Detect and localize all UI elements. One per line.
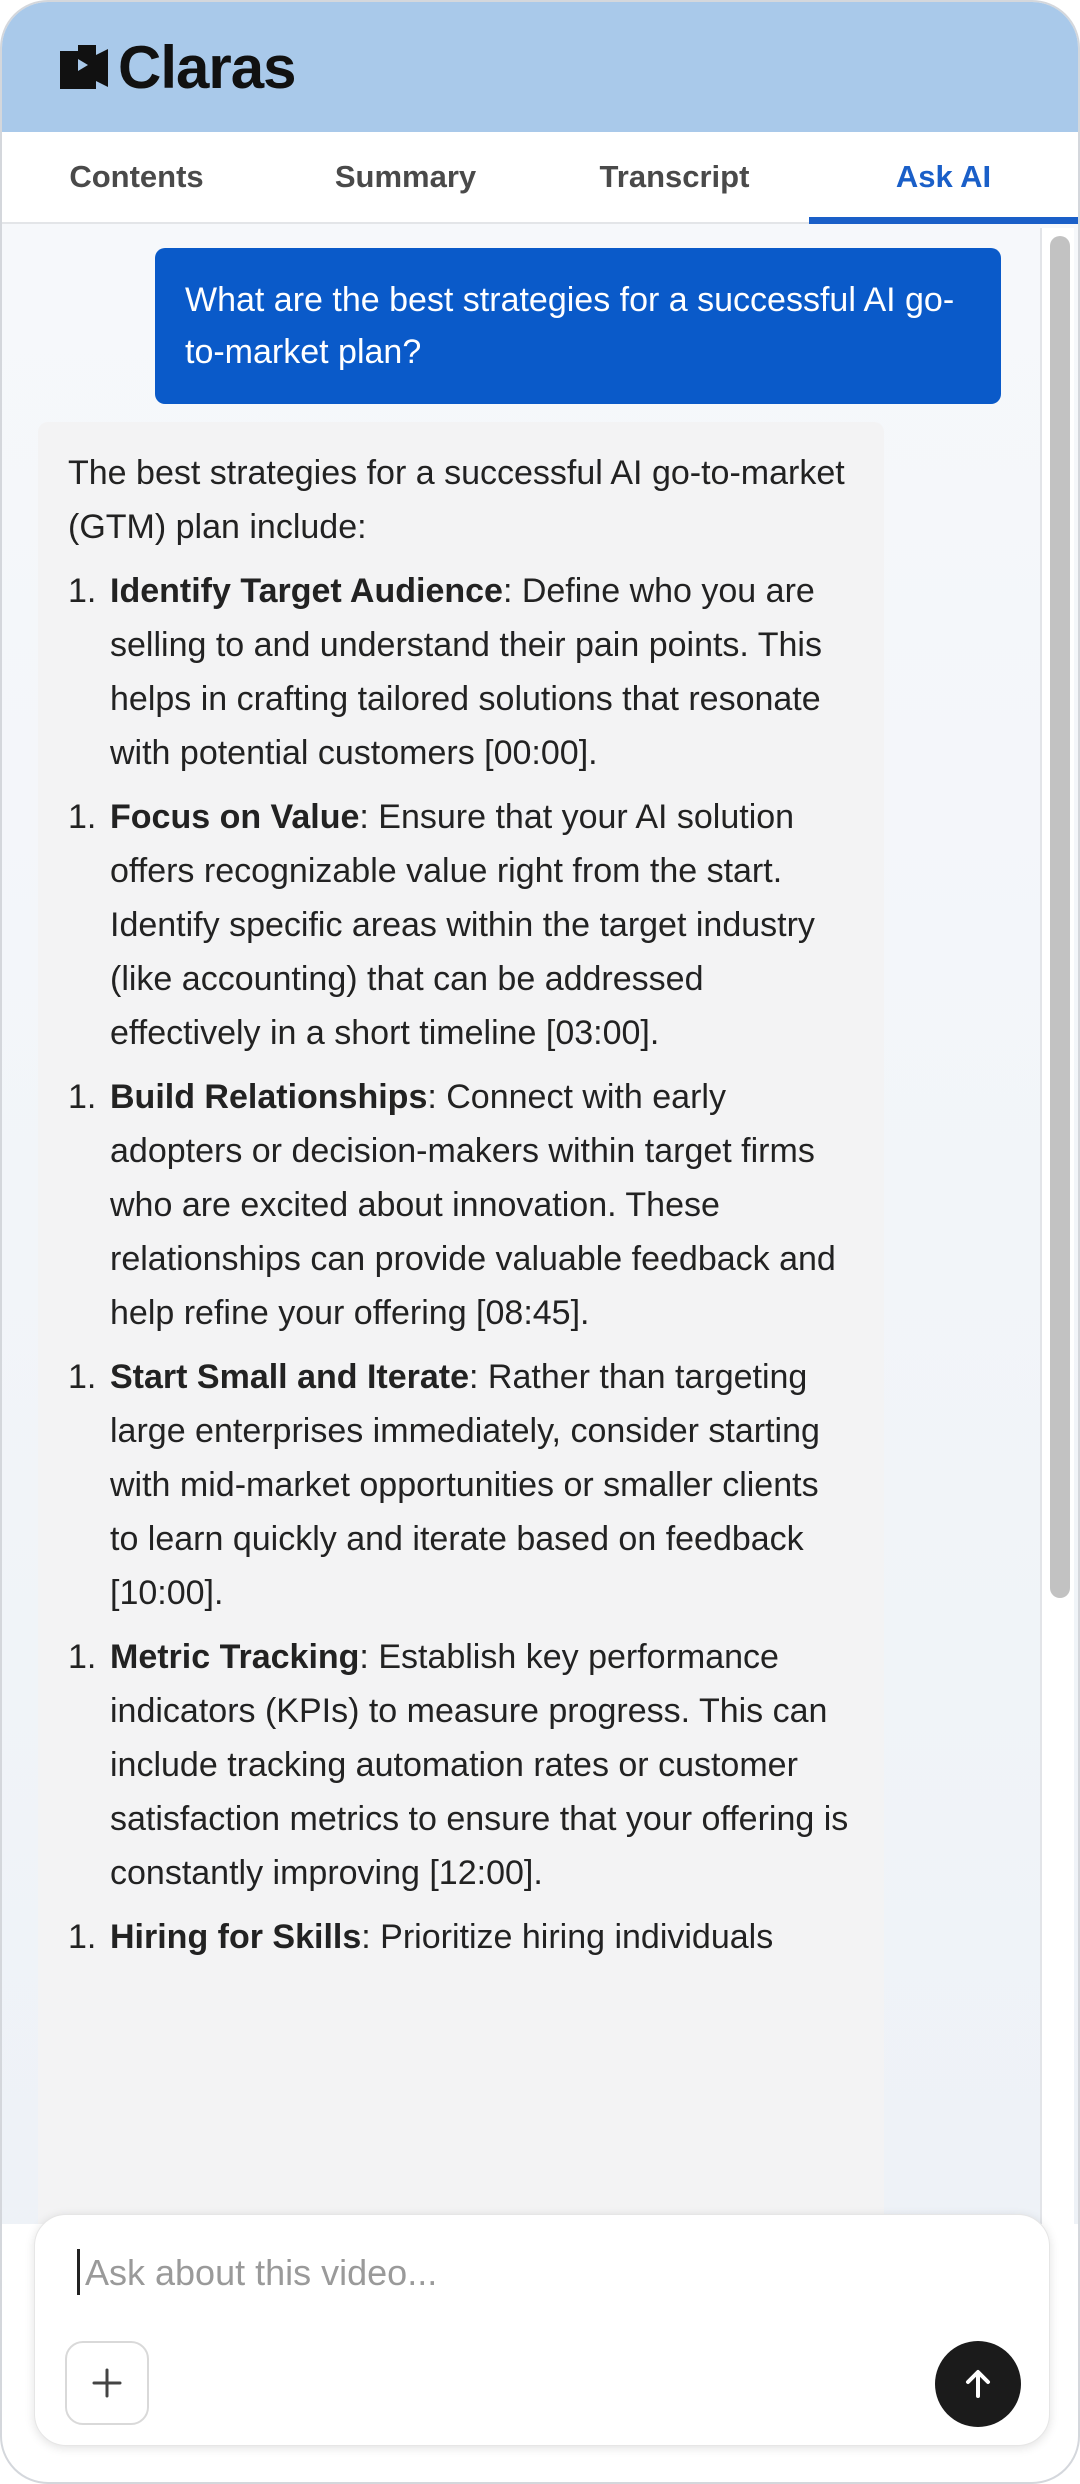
list-item-text: : Ensure that your AI solution offers recognizable value right from the start. Identify specific areas within the target industry (like accounting) that can be addressed effectively in a short timeline [03:00]. bbox=[110, 798, 815, 1052]
list-item-text: : Define who you are selling to and understand their pain points. This helps in crafting tailored solutions that resonate with potential customers [00:00]. bbox=[110, 572, 822, 772]
list-item-number: 1. bbox=[68, 572, 97, 610]
list-item-number: 1. bbox=[68, 1638, 97, 1676]
user-message-bubble bbox=[155, 248, 1001, 404]
logo[interactable] bbox=[56, 33, 295, 102]
message-composer bbox=[34, 2214, 1050, 2446]
list-item-number: 1. bbox=[68, 798, 97, 836]
tab-transcript-label: Transcript bbox=[599, 159, 750, 194]
chat-area[interactable] bbox=[2, 224, 1078, 2224]
list-item-number: 1. bbox=[68, 1918, 97, 1956]
list-item bbox=[68, 1910, 854, 1964]
user-message-text: What are the best strategies for a successful AI go-to-market plan? bbox=[185, 281, 955, 371]
tab-contents[interactable] bbox=[2, 132, 271, 222]
app-header bbox=[2, 2, 1078, 132]
list-item-title: Hiring for Skills bbox=[110, 1918, 362, 1956]
add-attachment-button[interactable] bbox=[65, 2341, 149, 2425]
plus-icon bbox=[90, 2366, 124, 2400]
tab-transcript[interactable] bbox=[540, 132, 809, 222]
list-item-text: : Prioritize hiring individuals bbox=[361, 1918, 774, 1956]
ask-input[interactable] bbox=[77, 2243, 977, 2303]
list-item-text: : Establish key performance indicators (KPIs) to measure progress. This can include tracking automation rates or customer satisfaction metrics to ensure that your offering is constantly improving [12:00]. bbox=[110, 1638, 849, 1892]
tab-summary-label: Summary bbox=[334, 159, 477, 194]
list-item bbox=[68, 790, 854, 1060]
list-item-title: Start Small and Iterate bbox=[110, 1358, 470, 1396]
list-item bbox=[68, 1350, 854, 1620]
list-item-number: 1. bbox=[68, 1358, 97, 1396]
list-item-text: : Rather than targeting large enterprises immediately, consider starting with mid-market opportunities or smaller clients to learn quickly and iterate based on feedback [10:00]. bbox=[110, 1358, 820, 1612]
list-item-body bbox=[110, 790, 854, 1060]
arrow-up-icon bbox=[960, 2366, 996, 2402]
list-item bbox=[68, 1630, 854, 1900]
list-item-title: Metric Tracking bbox=[110, 1638, 360, 1676]
list-item-body bbox=[110, 1350, 854, 1620]
list-item bbox=[68, 564, 854, 780]
ai-response-intro: The best strategies for a successful AI go-to-market (GTM) plan include: bbox=[68, 454, 845, 546]
list-item-title: Identify Target Audience bbox=[110, 572, 503, 610]
claras-logo-icon bbox=[56, 41, 112, 93]
tab-ask-ai-label: Ask AI bbox=[895, 159, 992, 194]
list-item-body bbox=[110, 1630, 854, 1900]
list-item bbox=[68, 1070, 854, 1340]
list-item-body bbox=[110, 1910, 854, 1964]
list-item-title: Build Relationships bbox=[110, 1078, 428, 1116]
list-item-body bbox=[110, 1070, 854, 1340]
list-item-body bbox=[110, 564, 854, 780]
app-name: Claras bbox=[118, 33, 296, 101]
scrollbar-thumb[interactable] bbox=[1050, 236, 1070, 1598]
tab-bar bbox=[2, 132, 1078, 224]
tab-summary[interactable] bbox=[271, 132, 540, 222]
list-item-title: Focus on Value bbox=[110, 798, 360, 836]
list-item-text: : Connect with early adopters or decision-makers within target firms who are excited about innovation. These relationships can provide valuable feedback and help refine your offering [08:45]. bbox=[110, 1078, 836, 1332]
list-item-number: 1. bbox=[68, 1078, 97, 1116]
send-button[interactable] bbox=[935, 2341, 1021, 2427]
chat-scrollbar[interactable] bbox=[1040, 228, 1074, 2224]
tab-contents-label: Contents bbox=[69, 159, 204, 194]
tab-ask-ai[interactable] bbox=[809, 132, 1078, 222]
ai-response-bubble bbox=[38, 422, 884, 2224]
ai-strategy-list bbox=[68, 564, 854, 1964]
